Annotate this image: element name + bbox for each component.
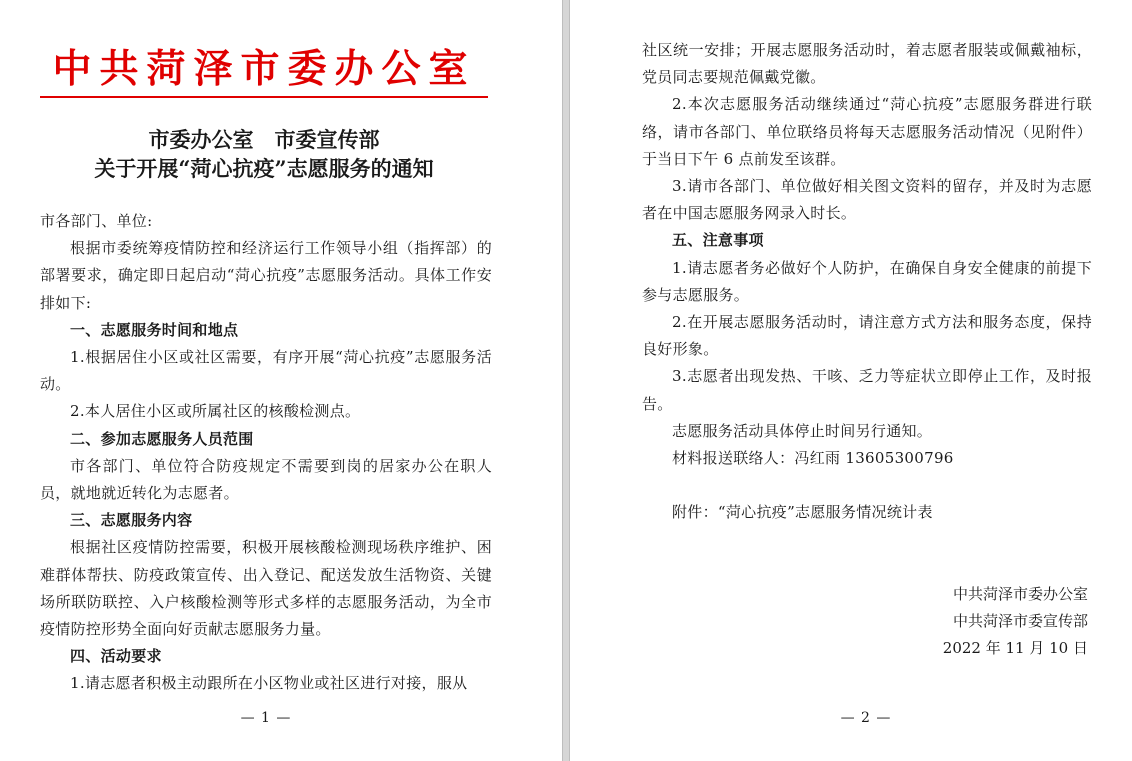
section-heading-5: 五、注意事项 [672,231,764,250]
paragraph: 1.请志愿者积极主动跟所在小区物业或社区进行对接，服从 [70,674,468,693]
paragraph: 2.本人居住小区或所属社区的核酸检测点。 [70,402,361,421]
section-heading-1: 一、志愿服务时间和地点 [70,320,239,339]
signature-publicity-dept: 中共菏泽市委宣传部 [952,612,1088,630]
document-title-line-2: 关于开展“菏心抗疫”志愿服务的通知 [94,156,434,181]
section-heading-3: 三、志愿服务内容 [70,511,193,530]
page-2-body [642,37,1092,526]
paragraph: 志愿服务活动具体停止时间另行通知。 [672,421,933,440]
paragraph: 市各部门、单位符合防疫规定不需要到岗的居家办公在职人员，就地就近转化为志愿者。 [40,456,492,503]
section-heading-4: 四、活动要求 [70,647,162,666]
paragraph: 1.请志愿者务必做好个人防护，在确保自身安全健康的前提下参与志愿服务。 [642,258,1092,304]
paragraph: 1.根据居住小区或社区需要，有序开展“菏心抗疫”志愿服务活动。 [40,348,492,394]
paragraph: 3.请市各部门、单位做好相关图文资料的留存，并及时为志愿者在中国志愿服务网录入时长。 [642,177,1092,223]
red-header-title: 中共菏泽市委办公室 [52,46,476,92]
page-divider [562,0,570,761]
paragraph: 根据社区疫情防控需要，积极开展核酸检测现场秩序维护、困难群体帮扶、防疫政策宣传、出入登记、配送发放生活物资、关键场所联防联控、入户核酸检测等形式多样的志愿服务活动，为全市疫情防控形势全面向好贡献志愿服务力量。 [40,538,492,639]
paragraph: 2.在开展志愿服务活动时，请注意方式方法和服务态度，保持良好形象。 [642,313,1092,359]
intro-paragraph: 根据市委统筹疫情防控和经济运行工作领导小组（指挥部）的部署要求，确定即日起启动“菏心抗疫”志愿服务活动。具体工作安排如下: [40,239,492,312]
section-heading-2: 二、参加志愿服务人员范围 [70,429,254,448]
signature-office: 中共菏泽市委办公室 [952,585,1088,603]
page-1 [0,0,562,761]
document-title-line-1: 市委办公室 市委宣传部 [148,127,380,152]
page-number-1: — 1 — [240,710,292,726]
page-number-2: — 2 — [840,710,892,726]
attachment-line: 附件：“菏心抗疫”志愿服务情况统计表 [672,503,933,522]
salutation: 市各部门、单位: [40,212,153,230]
paragraph: 3.志愿者出现发热、干咳、乏力等症状立即停止工作，及时报告。 [642,367,1092,413]
page-1-body [40,208,492,698]
signature-date: 2022 年 11 月 10 日 [942,639,1088,657]
contact-line: 材料报送联络人：冯红雨 13605300796 [672,449,954,468]
paragraph: 2.本次志愿服务活动继续通过“菏心抗疫”志愿服务群进行联络，请市各部门、单位联络员将每天志愿服务活动情况（见附件）于当日下午 6 点前发至该群。 [642,95,1092,168]
spacer [642,472,1092,499]
paragraph-continued: 社区统一安排；开展志愿服务活动时，着志愿者服装或佩戴袖标，党员同志要规范佩戴党徽。 [642,41,1092,87]
red-header-rule [40,96,488,98]
